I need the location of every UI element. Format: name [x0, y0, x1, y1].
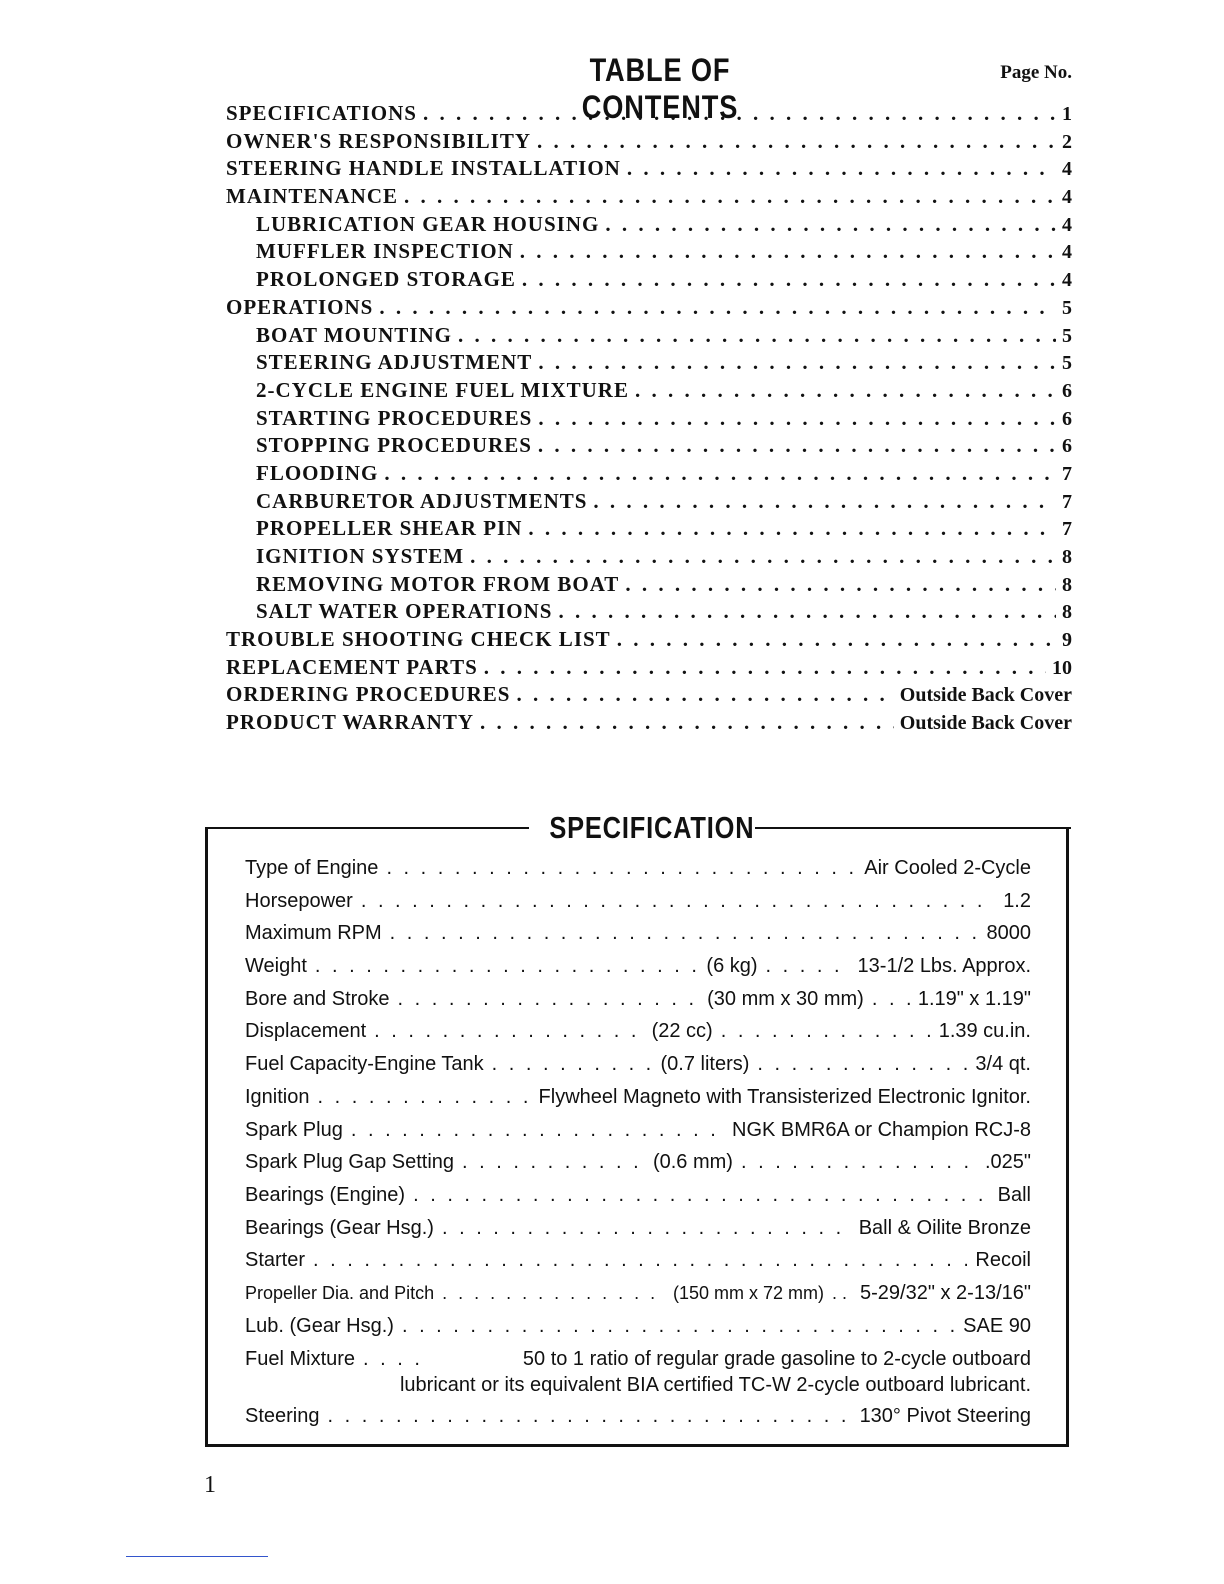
spec-value: 1.2	[1003, 889, 1031, 912]
dot-leader	[538, 405, 1056, 433]
toc-entry[interactable]	[226, 349, 1072, 377]
spec-label: Bore and Stroke	[245, 987, 390, 1010]
toc-entry-label: PROLONGED STORAGE	[256, 267, 516, 292]
toc-entry[interactable]	[226, 709, 1072, 737]
toc-entry-label: TROUBLE SHOOTING CHECK LIST	[226, 627, 611, 652]
spec-label: Weight	[245, 955, 307, 978]
toc-entry[interactable]	[226, 681, 1072, 709]
toc-entry-label: 2-CYCLE ENGINE FUEL MIXTURE	[256, 377, 629, 402]
toc-entry-page: 7	[1062, 462, 1072, 485]
toc-entry[interactable]	[226, 266, 1072, 294]
toc-entry-label: OWNER'S RESPONSIBILITY	[226, 128, 531, 153]
toc-entry-label: CARBURETOR ADJUSTMENTS	[256, 488, 588, 513]
dot-leader	[442, 1212, 851, 1245]
spec-label: Bearings (Gear Hsg.)	[245, 1216, 434, 1239]
dot-leader	[605, 211, 1056, 239]
toc-entry-page: 7	[1062, 518, 1072, 541]
spec-row-bearings-engine	[245, 1179, 1031, 1212]
toc-entry-label: FLOODING	[256, 460, 379, 485]
footer-link-underline[interactable]	[126, 1556, 268, 1557]
toc-entry[interactable]	[226, 626, 1072, 654]
page-number-column-header: Page No.	[1000, 62, 1072, 83]
dot-leader	[458, 322, 1056, 350]
toc-entry[interactable]	[226, 488, 1072, 516]
spec-metric-value: (150 mm x 72 mm)	[672, 1282, 825, 1303]
dot-leader	[625, 571, 1056, 599]
toc-entry-page: Outside Back Cover	[899, 684, 1072, 707]
spec-value: 1.39 cu.in.	[938, 1020, 1031, 1043]
spec-value: 3/4 qt.	[975, 1053, 1031, 1076]
toc-entry-label: OPERATIONS	[226, 294, 374, 319]
spec-value: SAE 90	[963, 1314, 1031, 1337]
spec-value: 5-29/32" x 2-13/16"	[860, 1281, 1031, 1304]
dot-leader	[872, 983, 910, 1016]
dot-leader	[386, 852, 856, 885]
dot-leader	[374, 1015, 643, 1048]
spec-row-ignition	[245, 1081, 1031, 1114]
spec-row-spark-plug-gap	[245, 1146, 1031, 1179]
spec-value: Flywheel Magneto with Transisterized Electronic Ignitor.	[538, 1085, 1031, 1108]
spec-value: Ball & Oilite Bronze	[858, 1216, 1031, 1239]
dot-leader	[462, 1146, 645, 1179]
dot-leader	[522, 266, 1056, 294]
spec-box-top-rule-left	[205, 827, 529, 829]
dot-leader	[315, 950, 699, 983]
dot-leader	[328, 1400, 852, 1433]
dot-leader	[537, 128, 1056, 156]
spec-label: Ignition	[245, 1085, 310, 1108]
toc-entry-label: STARTING PROCEDURES	[256, 405, 533, 430]
toc-entry[interactable]	[226, 432, 1072, 460]
toc-entry-label: LUBRICATION GEAR HOUSING	[256, 211, 600, 236]
dot-leader	[635, 377, 1056, 405]
toc-entry-label: ORDERING PROCEDURES	[226, 682, 511, 707]
dot-leader	[538, 349, 1056, 377]
spec-box-top-rule-right	[755, 827, 1071, 829]
dot-leader	[528, 515, 1056, 543]
toc-entry[interactable]	[226, 598, 1072, 626]
spec-row-weight	[245, 950, 1031, 983]
dot-leader	[384, 460, 1056, 488]
toc-title: TABLE OF CONTENTS	[581, 52, 739, 125]
dot-spacer	[832, 1277, 852, 1310]
spec-row-steering	[245, 1400, 1031, 1433]
toc-entry-label: MUFFLER INSPECTION	[256, 239, 514, 264]
toc-entry-page: 4	[1062, 269, 1072, 292]
dot-leader	[351, 1114, 724, 1147]
spec-row-spark-plug	[245, 1114, 1031, 1147]
spec-value: Recoil	[975, 1249, 1031, 1272]
dot-leader	[538, 432, 1056, 460]
dot-leader	[520, 238, 1056, 266]
dot-leader	[361, 885, 995, 918]
spec-label: Starter	[245, 1249, 306, 1272]
specification-title: SPECIFICATION	[549, 810, 755, 845]
dot-leader	[423, 100, 1056, 128]
spec-label: Maximum RPM	[245, 922, 382, 945]
dot-leader	[318, 1081, 531, 1114]
spec-label: Fuel Mixture	[245, 1348, 356, 1371]
spec-row-fuel-capacity	[245, 1048, 1031, 1081]
spec-label: Propeller Dia. and Pitch	[245, 1282, 435, 1303]
spec-label: Bearings (Engine)	[245, 1183, 406, 1206]
dot-leader	[470, 543, 1056, 571]
toc-entry-page: 6	[1062, 379, 1072, 402]
spec-value: .025"	[984, 1151, 1031, 1174]
toc-entry-page: 2	[1062, 130, 1072, 153]
toc-entry[interactable]	[226, 460, 1072, 488]
dot-leader	[558, 598, 1056, 626]
spec-value: Air Cooled 2-Cycle	[864, 857, 1031, 879]
dot-leader	[492, 1048, 653, 1081]
toc-entry[interactable]	[226, 377, 1072, 405]
spec-metric-value: (22 cc)	[651, 1020, 713, 1043]
dot-leader	[593, 488, 1056, 516]
spec-metric-value: (0.7 liters)	[660, 1053, 750, 1076]
toc-entry-page: Outside Back Cover	[899, 712, 1072, 735]
spec-label: Fuel Capacity-Engine Tank	[245, 1053, 484, 1076]
toc-entry-label: SPECIFICATIONS	[226, 101, 417, 125]
spec-metric-value: (6 kg)	[706, 955, 758, 978]
dot-leader	[516, 681, 893, 709]
toc-entry-label: SALT WATER OPERATIONS	[256, 599, 553, 624]
toc-entry[interactable]	[226, 571, 1072, 599]
dot-leader	[413, 1179, 990, 1212]
spec-label: Displacement	[245, 1020, 367, 1043]
toc-entry-page: 8	[1062, 573, 1072, 596]
spec-row-fuel-mixture	[245, 1342, 1031, 1400]
toc-entry-page: 7	[1062, 490, 1072, 513]
dot-leader	[398, 983, 700, 1016]
spec-label: Lub. (Gear Hsg.)	[245, 1314, 394, 1337]
specification-list	[245, 852, 1031, 1433]
toc-entry[interactable]	[226, 238, 1072, 266]
fuel-mixture-line-1	[245, 1346, 1031, 1372]
dot-leader	[313, 1244, 967, 1277]
dot-leader	[617, 626, 1056, 654]
spec-label: Horsepower	[245, 889, 353, 912]
spec-metric-value: (30 mm x 30 mm)	[707, 987, 864, 1010]
toc-entry-page: 10	[1052, 656, 1072, 679]
toc-entry[interactable]	[226, 128, 1072, 156]
toc-entry-page: 4	[1062, 186, 1072, 209]
toc-entry[interactable]	[226, 294, 1072, 322]
dot-leader	[484, 654, 1046, 682]
toc-entry[interactable]	[226, 543, 1072, 571]
dot-leader	[741, 1146, 977, 1179]
spec-value: 13-1/2 Lbs. Approx.	[857, 955, 1031, 978]
toc-entry[interactable]	[226, 155, 1072, 183]
spec-label: Spark Plug	[245, 1118, 343, 1141]
page-number: 1	[204, 1472, 216, 1498]
spec-row-bore-and-stroke	[245, 983, 1031, 1016]
spec-label: Steering	[245, 1405, 320, 1428]
dot-leader	[480, 709, 894, 737]
toc-entry-label: STEERING ADJUSTMENT	[256, 350, 533, 375]
toc-entry-page: 1	[1062, 103, 1072, 125]
dot-leader	[363, 1346, 421, 1372]
spec-row-bearings-gear	[245, 1212, 1031, 1245]
toc-entry-page: 4	[1062, 158, 1072, 181]
spec-row-propeller	[245, 1277, 1031, 1310]
dot-leader	[379, 294, 1056, 322]
toc-entry-label: PRODUCT WARRANTY	[226, 710, 474, 735]
spec-row-type-of-engine	[245, 852, 1031, 885]
toc-entry[interactable]	[226, 183, 1072, 211]
toc-entry-label: IGNITION SYSTEM	[256, 544, 465, 568]
toc-entry[interactable]	[226, 405, 1072, 433]
dot-leader	[766, 950, 850, 983]
toc-entry-label: BOAT MOUNTING	[256, 322, 452, 347]
toc-entry-page: 5	[1062, 324, 1072, 347]
spec-value: NGK BMR6A or Champion RCJ-8	[732, 1118, 1031, 1141]
spec-value: Ball	[997, 1183, 1031, 1206]
table-of-contents	[226, 100, 1072, 737]
spec-row-displacement	[245, 1015, 1031, 1048]
dot-leader	[721, 1015, 931, 1048]
spec-metric-value: (0.6 mm)	[652, 1151, 733, 1174]
spec-row-lubricant	[245, 1310, 1031, 1343]
toc-entry[interactable]	[226, 515, 1072, 543]
spec-value: 50 to 1 ratio of regular grade gasoline to 2-cycle outboard	[522, 1348, 1031, 1371]
dot-leader	[390, 917, 979, 950]
spec-row-maximum-rpm	[245, 917, 1031, 950]
toc-entry-label: PROPELLER SHEAR PIN	[256, 516, 523, 541]
toc-entry-page: 8	[1062, 546, 1072, 568]
spec-label: Spark Plug Gap Setting	[245, 1151, 455, 1174]
spec-value: 8000	[986, 922, 1031, 945]
spec-value: 130° Pivot Steering	[859, 1405, 1031, 1428]
dot-leader	[442, 1277, 665, 1310]
toc-entry-label: REPLACEMENT PARTS	[226, 654, 478, 679]
toc-entry[interactable]	[226, 211, 1072, 239]
dot-leader	[627, 155, 1056, 183]
toc-entry-label: MAINTENANCE	[226, 184, 399, 209]
toc-entry[interactable]	[226, 100, 1072, 128]
toc-entry-page: 8	[1062, 601, 1072, 624]
toc-entry-page: 5	[1062, 296, 1072, 319]
spec-row-horsepower	[245, 885, 1031, 918]
dot-leader	[404, 183, 1056, 211]
toc-entry-page: 4	[1062, 241, 1072, 264]
toc-entry-page: 5	[1062, 352, 1072, 375]
toc-entry[interactable]	[226, 322, 1072, 350]
toc-entry[interactable]	[226, 654, 1072, 682]
dot-leader	[402, 1310, 955, 1343]
spec-label: Type of Engine	[245, 857, 379, 879]
fuel-mixture-line-2: lubricant or its equivalent BIA certified TC-W 2-cycle outboard lubricant.	[399, 1374, 1031, 1397]
toc-entry-label: STOPPING PROCEDURES	[256, 433, 532, 458]
toc-entry-page: 9	[1062, 629, 1072, 652]
toc-entry-page: 6	[1062, 435, 1072, 458]
toc-entry-label: REMOVING MOTOR FROM BOAT	[256, 571, 620, 596]
toc-entry-label: STEERING HANDLE INSTALLATION	[226, 156, 621, 181]
spec-row-starter	[245, 1244, 1031, 1277]
spec-value: 1.19" x 1.19"	[917, 987, 1031, 1010]
toc-entry-page: 6	[1062, 407, 1072, 430]
dot-leader	[757, 1048, 967, 1081]
toc-entry-page: 4	[1062, 213, 1072, 236]
